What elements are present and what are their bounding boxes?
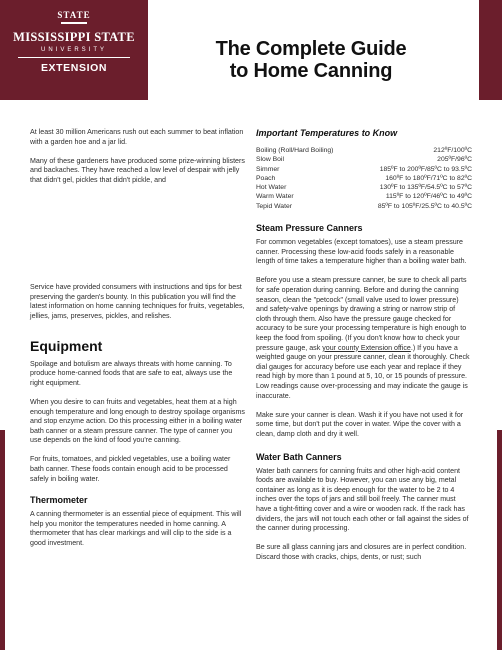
logo-mark-underline [61, 22, 87, 24]
temp-value: 130ºF to 135ºF/54.5ºC to 57ºC [379, 184, 472, 192]
temp-label: Warm Water [256, 193, 294, 201]
table-row [256, 202, 472, 211]
temp-value: 185ºF to 200ºF/85ºC to 93.5ºC [379, 165, 472, 173]
logo-title: MISSISSIPPI STATE [13, 30, 135, 44]
logo-university: UNIVERSITY [40, 47, 107, 53]
temp-value: 115ºF to 120ºF/46ºC to 49ºC [385, 193, 472, 201]
steam-paragraph-1: For common vegetables (except tomatoes), use a steam pressure canner. Processing these low-acid foods safely in a reasonable length of time takes a temperature higher than a boiling water bath. [256, 238, 467, 266]
right-column [256, 128, 472, 562]
table-row [256, 165, 472, 174]
intro-paragraph-1: At least 30 million Americans rush out each summer to beat inflation with a garden hoe and a jar lid. [30, 128, 244, 146]
temp-label: Hot Water [256, 184, 287, 192]
equipment-paragraph-1: Spoilage and botulism are always threats with home canning. To produce home-canned foods that are safe to eat, always use the right equipment. [30, 359, 233, 387]
temp-label: Poach [256, 174, 276, 182]
temperatures-table [256, 146, 472, 211]
intro-paragraph-2: Many of these gardeners have produced some prize-winning blisters and backaches. They have reached a low level of despair with jelly that didn't gel, pickles that didn't pickle, and [30, 156, 245, 184]
logo-mark: STATE [57, 10, 91, 20]
title-line-1: The Complete Guide [215, 38, 407, 60]
table-row [256, 174, 472, 183]
water-bath-heading: Water Bath Canners [256, 451, 342, 462]
logo-divider [18, 57, 130, 58]
water-bath-paragraph-2: Be sure all glass canning jars and closures are in perfect condition. Discard those with cracks, chips, dents, or rust; such [256, 543, 467, 561]
table-row [256, 183, 472, 192]
temperatures-heading: Important Temperatures to Know [256, 128, 398, 138]
intro-paragraph-3: Service have provided consumers with instructions and tips for best preserving the garden's bounty. In this publication you will find the latest information on home canning techniques for fruits, vegetables, jellies, jams, preserves, pickles, and relishes. [30, 283, 245, 320]
temp-label: Simmer [256, 165, 280, 173]
temp-label: Boiling (Roll/Hard Boiling) [256, 147, 334, 154]
steam-paragraph-2-end: .) If you have a weighted gauge on your pressure canner, clean it thoroughly. Check dial gauges for accuracy before use each year and replace if they read high by more than 1 pound at 5, 10, or 15 pounds of pressure. Low readings cause over-processing and may indicate the gauge is inaccurate. [256, 343, 470, 400]
blank-space [30, 186, 245, 274]
title-line-2: to Home Canning [229, 60, 393, 82]
msu-extension-logo [0, 0, 148, 100]
water-bath-paragraph-1: Water bath canners for canning fruits and other high-acid content foods are available to buy. However, you can use any big, metal container as long as it is deep enough for the water to be 2 to 4 inches over the tops of jars and still boil freely. The canner must have a tight-fitting cover and a wire or wooden rack. If the rack has dividers, the jars will not touch each other or fall against the sides of the canner during processing. [256, 466, 469, 533]
table-row [256, 192, 472, 201]
left-accent-strip [0, 430, 5, 650]
temp-value: 85ºF to 105ºF/25.5ºC to 40.5ºC [377, 202, 472, 210]
thermometer-paragraph: A canning thermometer is an essential piece of equipment. This will help you monitor the temperatures needed in home canning. A thermometer that has clear markings and will clip to the side is a good investment. [30, 510, 242, 548]
thermometer-heading: Thermometer [30, 495, 88, 506]
temp-value: 205ºF/96ºC [437, 156, 472, 164]
equipment-paragraph-3: For fruits, tomatoes, and pickled vegetables, use a boiling water bath canner. These foods contain enough acid to be processed safely in boiling water. [30, 455, 231, 483]
left-column [30, 128, 245, 549]
steam-canners-heading: Steam Pressure Canners [256, 223, 363, 234]
temp-label: Slow Boil [256, 156, 284, 164]
table-row [256, 146, 472, 155]
county-extension-link[interactable]: your county Extension office [322, 343, 411, 352]
temp-value: 212ºF/100ºC [433, 147, 472, 154]
steam-paragraph-2-start: Before you use a steam pressure canner, be sure to check all parts for safe operation during canning. Before and during the canning season, clean the "petcock" (small valve used to lower pressure) and safety-valve openings by drawing a string or narrow strip of cloth through them. Also have the pressure gauge checked for accuracy to be sure your processing temperature is high enough to keep the food from spoiling. (If you don't know how to check your pressure gauge, ask [256, 276, 467, 352]
temp-value: 160ºF to 180ºF/71ºC to 82ºC [385, 174, 472, 182]
equipment-paragraph-2: When you desire to can fruits and vegetables, heat them at a high enough temperature and long enough to destroy spoilage organisms and stop enzyme action. Do this processing either in a boiling water bath canner or a steam pressure canner. The type of canner you use depends on the kind of food you're canning. [30, 397, 245, 445]
header-accent-band [479, 0, 502, 100]
equipment-heading: Equipment [30, 337, 103, 354]
right-accent-strip [497, 430, 502, 650]
temp-label: Tepid Water [256, 202, 293, 210]
steam-paragraph-2 [256, 276, 472, 401]
logo-extension: EXTENSION [40, 62, 108, 74]
page-title [195, 38, 427, 82]
steam-paragraph-3: Make sure your canner is clean. Wash it if you have not used it for some time, but don't put the cover in water. Wipe the cover with a clean, damp cloth and dry it well. [256, 410, 464, 438]
table-row [256, 155, 472, 164]
